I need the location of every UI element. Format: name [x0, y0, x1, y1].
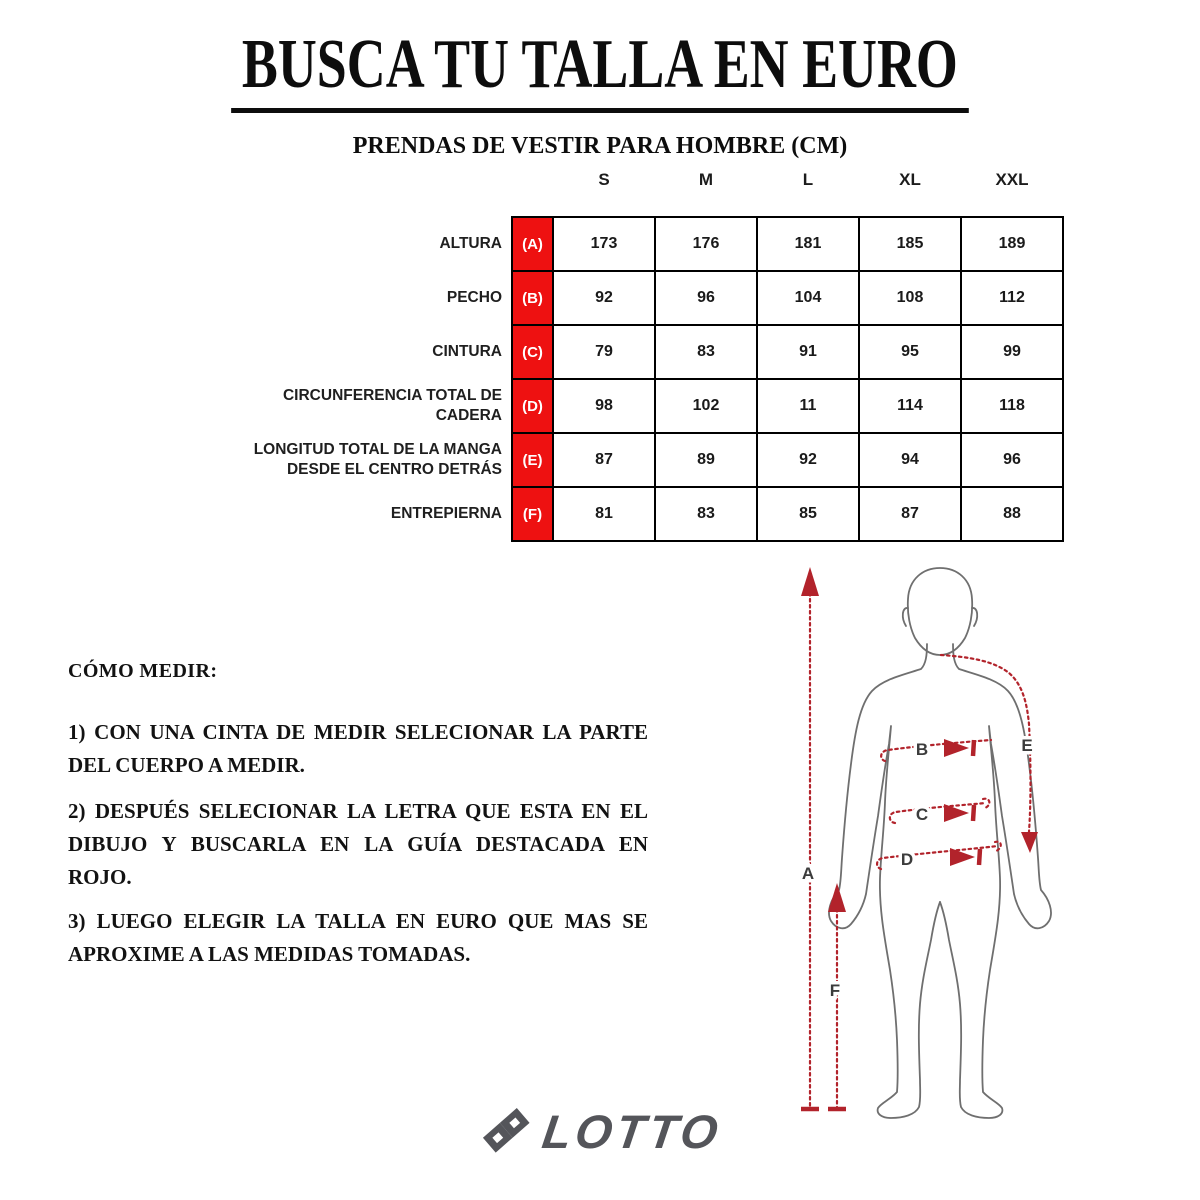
page-subtitle: PRENDAS DE VESTIR PARA HOMBRE (CM) — [352, 133, 848, 159]
instruction-step-3: 3) LUEGO ELEGIR LA TALLA EN EURO QUE MAS SE APROXIME A LAS MEDIDAS TOMADAS. — [68, 909, 648, 966]
size-value-cell: 87 — [859, 487, 961, 541]
size-value-cell: 112 — [961, 271, 1063, 325]
size-col-header-m: M — [698, 170, 714, 189]
size-header-row — [180, 170, 1063, 217]
size-col-header-xxl: XXL — [995, 170, 1029, 189]
measure-label-a: A — [801, 864, 815, 883]
size-value-cell: 185 — [859, 217, 961, 271]
measure-arrow-a — [801, 567, 819, 1109]
row-letter-badge: (C) — [512, 325, 553, 379]
size-value-cell: 173 — [553, 217, 655, 271]
size-value-cell: 104 — [757, 271, 859, 325]
title-wrap — [0, 28, 1200, 113]
how-to-measure-section — [68, 660, 648, 971]
size-value-cell: 91 — [757, 325, 859, 379]
size-value-cell: 118 — [961, 379, 1063, 433]
measure-label-c: C — [915, 805, 929, 824]
measure-label-d: D — [900, 850, 914, 869]
size-value-cell: 181 — [757, 217, 859, 271]
row-letter-badge: (B) — [512, 271, 553, 325]
size-value-cell: 189 — [961, 217, 1063, 271]
instruction-step-2: 2) DESPUÉS SELECIONAR LA LETRA QUE ESTA EN EL DIBUJO Y BUSCARLA EN LA GUÍA DESTACADA EN ROJO. — [68, 799, 648, 889]
size-value-cell: 96 — [961, 433, 1063, 487]
table-row-altura — [180, 217, 1063, 271]
how-to-measure-heading: CÓMO MEDIR: — [68, 660, 218, 682]
measure-label-e: E — [1021, 736, 1033, 755]
size-value-cell: 83 — [655, 325, 757, 379]
body-measurement-diagram — [780, 552, 1100, 1152]
size-value-cell: 92 — [553, 271, 655, 325]
size-value-cell: 83 — [655, 487, 757, 541]
size-table — [180, 170, 1064, 542]
table-row-cadera — [180, 379, 1063, 433]
measure-label-b: B — [915, 740, 929, 759]
body-outline — [829, 568, 1051, 1118]
size-value-cell: 89 — [655, 433, 757, 487]
size-value-cell: 95 — [859, 325, 961, 379]
size-col-header-s: S — [598, 170, 610, 189]
measure-arrow-e — [941, 655, 1038, 853]
table-row-manga — [180, 433, 1063, 487]
size-value-cell: 98 — [553, 379, 655, 433]
lotto-logo-icon — [479, 1108, 533, 1154]
row-label: CINTURA — [432, 342, 502, 360]
size-value-cell: 94 — [859, 433, 961, 487]
row-label: PECHO — [446, 288, 502, 306]
size-value-cell: 99 — [961, 325, 1063, 379]
size-value-cell: 114 — [859, 379, 961, 433]
table-row-pecho — [180, 271, 1063, 325]
row-label: ALTURA — [439, 234, 502, 252]
size-value-cell: 176 — [655, 217, 757, 271]
measure-arrow-f — [828, 883, 846, 1109]
row-letter-badge: (E) — [512, 433, 553, 487]
row-letter-badge: (D) — [512, 379, 553, 433]
measure-arrow-c — [890, 799, 989, 824]
size-value-cell: 102 — [655, 379, 757, 433]
size-value-cell: 108 — [859, 271, 961, 325]
size-value-cell: 79 — [553, 325, 655, 379]
size-value-cell: 88 — [961, 487, 1063, 541]
size-value-cell: 96 — [655, 271, 757, 325]
brand-logo — [0, 1096, 1200, 1166]
row-label: ENTREPIERNA — [390, 504, 502, 522]
lotto-logo-text: LOTTO — [539, 1104, 725, 1158]
measure-arrow-d — [877, 842, 1001, 869]
row-label: LONGITUD TOTAL DE LA MANGA DESDE EL CENTRO DETRÁS — [253, 440, 502, 478]
size-value-cell: 11 — [757, 379, 859, 433]
row-letter-badge: (F) — [512, 487, 553, 541]
table-row-cintura — [180, 325, 1063, 379]
instruction-step-1: 1) CON UNA CINTA DE MEDIR SELECIONAR LA PARTE DEL CUERPO A MEDIR. — [68, 720, 648, 777]
row-label: CIRCUNFERENCIA TOTAL DE CADERA — [282, 386, 502, 424]
size-col-header-l: L — [802, 170, 814, 189]
size-value-cell: 85 — [757, 487, 859, 541]
measure-label-f: F — [829, 981, 841, 1000]
row-letter-badge: (A) — [512, 217, 553, 271]
size-value-cell: 87 — [553, 433, 655, 487]
page-title: BUSCA TU TALLA EN EURO — [231, 28, 968, 113]
size-col-header-xl: XL — [899, 170, 921, 189]
size-value-cell: 81 — [553, 487, 655, 541]
size-value-cell: 92 — [757, 433, 859, 487]
table-row-entrepierna — [180, 487, 1063, 541]
measure-arrow-b — [881, 739, 991, 761]
